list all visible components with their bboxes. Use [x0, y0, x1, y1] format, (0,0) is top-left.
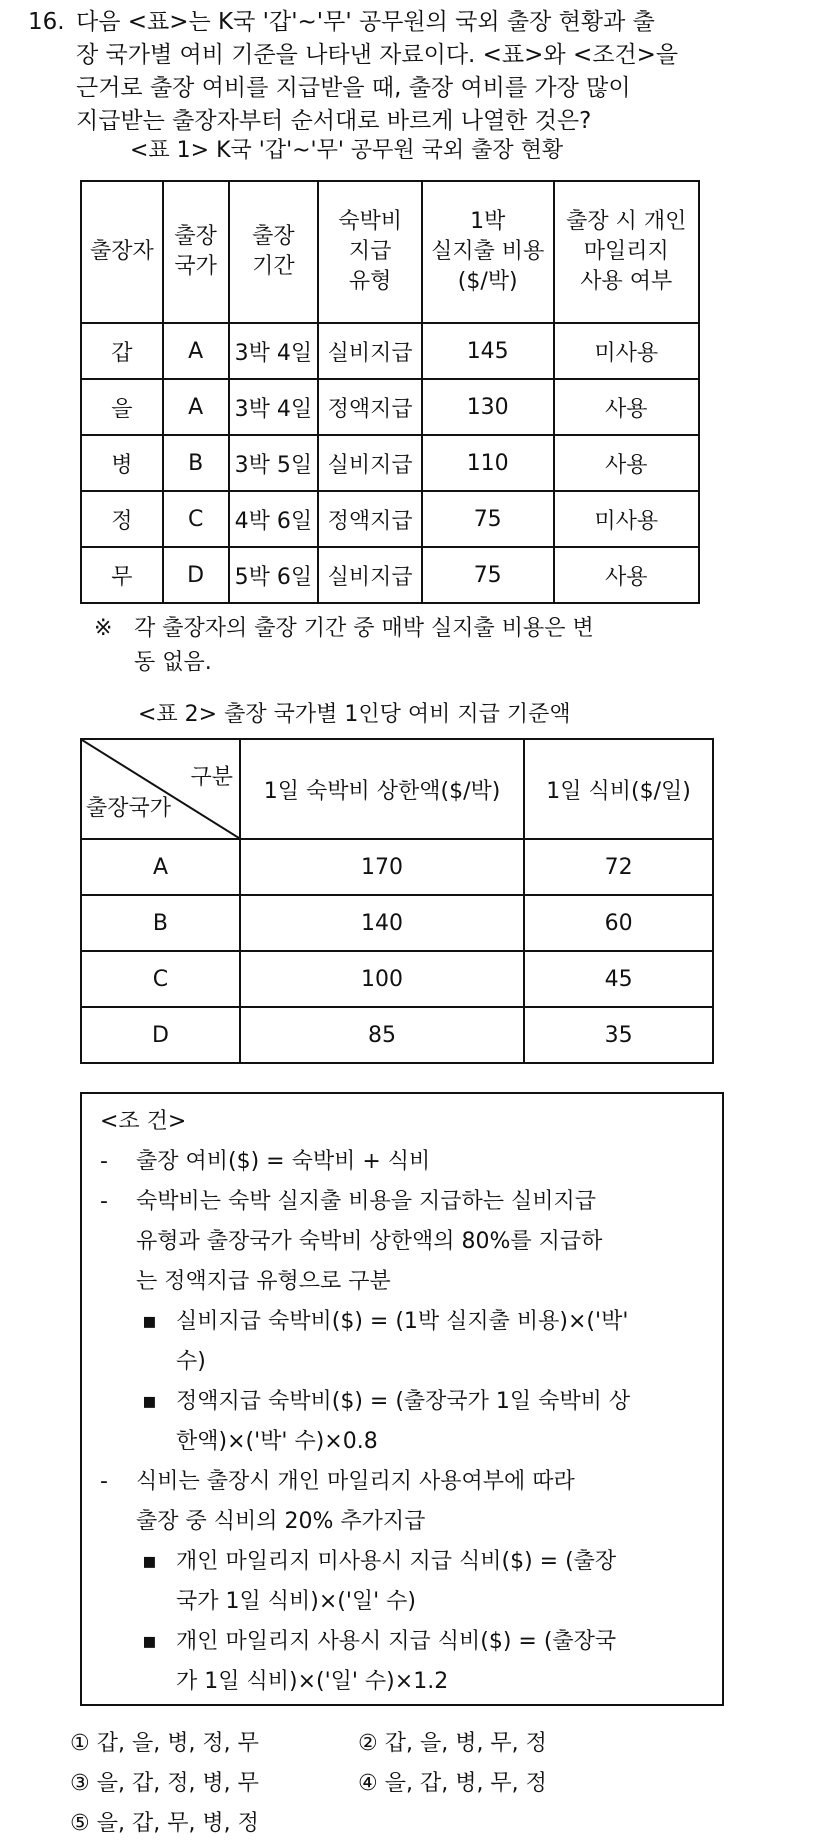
choice-4[interactable]: ④ 을, 갑, 병, 무, 정	[358, 1771, 547, 1796]
table1-header-country: 출장 국가	[163, 181, 229, 323]
table-cell: 5박 6일	[229, 547, 319, 603]
table-cell: 145	[422, 323, 554, 379]
corner-label-category: 구분	[190, 765, 233, 790]
note-line: 각 출장자의 출장 기간 중 매박 실지출 비용은 변	[134, 616, 594, 641]
table-row	[81, 1007, 713, 1063]
table-cell: 85	[240, 1007, 524, 1063]
bullet-mark: ▪	[142, 1629, 157, 1654]
table-cell: A	[163, 379, 229, 435]
table-row	[81, 379, 699, 435]
table-cell: 사용	[554, 547, 700, 603]
bullet-mark: ▪	[142, 1309, 157, 1334]
choice-2[interactable]: ② 갑, 을, 병, 무, 정	[358, 1731, 547, 1756]
table2-header-meal: 1일 식비($/일)	[524, 739, 713, 839]
reference-mark: ※	[94, 616, 113, 641]
question-text	[76, 6, 796, 138]
condition-line: 국가 1일 식비)×('일' 수)	[176, 1589, 417, 1614]
table-cell: 75	[422, 491, 554, 547]
dash-mark: -	[100, 1189, 108, 1214]
table-cell: A	[81, 839, 240, 895]
table-row	[81, 491, 699, 547]
condition-line: 는 정액지급 유형으로 구분	[136, 1269, 391, 1294]
table-row	[81, 323, 699, 379]
condition-subitem	[100, 1622, 710, 1702]
table-cell: 170	[240, 839, 524, 895]
table-cell: 미사용	[554, 323, 700, 379]
condition-line: 개인 마일리지 미사용시 지급 식비($) = (출장	[176, 1549, 617, 1574]
table-cell: 정	[81, 491, 163, 547]
table-cell: B	[163, 435, 229, 491]
table-cell: 3박 4일	[229, 323, 319, 379]
table-row	[81, 895, 713, 951]
table-row	[81, 547, 699, 603]
table-cell: 3박 4일	[229, 379, 319, 435]
table2-header-lodging-cap: 1일 숙박비 상한액($/박)	[240, 739, 524, 839]
condition-line: 식비는 출장시 개인 마일리지 사용여부에 따라	[136, 1469, 575, 1494]
table-cell: 60	[524, 895, 713, 951]
table1-header-traveler: 출장자	[81, 181, 163, 323]
condition-item	[100, 1462, 710, 1542]
table-cell: 미사용	[554, 491, 700, 547]
table-cell: 130	[422, 379, 554, 435]
condition-line: 수)	[176, 1349, 206, 1374]
table-cell: 72	[524, 839, 713, 895]
condition-line: 유형과 출장국가 숙박비 상한액의 80%를 지급하	[136, 1229, 603, 1254]
table-cell: 3박 5일	[229, 435, 319, 491]
table1-header-mileage: 출장 시 개인 마일리지 사용 여부	[554, 181, 700, 323]
conditions-title: <조 건>	[100, 1109, 187, 1134]
choice-3[interactable]: ③ 을, 갑, 정, 병, 무	[70, 1771, 259, 1796]
bullet-mark: ▪	[142, 1549, 157, 1574]
table-cell: 45	[524, 951, 713, 1007]
conditions-box	[80, 1092, 724, 1706]
dash-mark: -	[100, 1469, 108, 1494]
table-row	[81, 951, 713, 1007]
table-cell: 정액지급	[318, 491, 422, 547]
question-number: 16.	[28, 9, 65, 35]
table2-title: <표 2> 출장 국가별 1인당 여비 지급 기준액	[138, 702, 571, 727]
table-cell: D	[81, 1007, 240, 1063]
note-line: 동 없음.	[134, 650, 212, 675]
table-cell: 75	[422, 547, 554, 603]
table1-header-row	[81, 181, 699, 323]
bullet-mark: ▪	[142, 1389, 157, 1414]
table1-header-lodging-type: 숙박비 지급 유형	[318, 181, 422, 323]
question-line: 다음 <표>는 K국 '갑'~'무' 공무원의 국외 출장 현황과 출	[76, 9, 655, 35]
table-cell: 병	[81, 435, 163, 491]
table-row	[81, 839, 713, 895]
table-cell: B	[81, 895, 240, 951]
table-cell: C	[163, 491, 229, 547]
table2-corner-cell	[81, 739, 240, 839]
table-cell: 4박 6일	[229, 491, 319, 547]
condition-line: 숙박비는 숙박 실지출 비용을 지급하는 실비지급	[136, 1189, 597, 1214]
condition-line: 한액)×('박' 수)×0.8	[176, 1429, 378, 1454]
condition-item	[100, 1182, 710, 1302]
table1-header-actual-cost: 1박 실지출 비용 ($/박)	[422, 181, 554, 323]
question-line: 근거로 출장 여비를 지급받을 때, 출장 여비를 가장 많이	[76, 75, 631, 101]
dash-mark: -	[100, 1149, 108, 1174]
table-cell: 실비지급	[318, 547, 422, 603]
table-cell: 사용	[554, 379, 700, 435]
table-cell: A	[163, 323, 229, 379]
corner-label-country: 출장국가	[86, 796, 172, 821]
table-cell: 실비지급	[318, 323, 422, 379]
table2-header-row	[81, 739, 713, 839]
question-line: 지급받는 출장자부터 순서대로 바르게 나열한 것은?	[76, 108, 592, 134]
table1-title: <표 1> K국 '갑'~'무' 공무원 국외 출장 현황	[130, 138, 564, 163]
condition-line: 정액지급 숙박비($) = (출장국가 1일 숙박비 상	[176, 1389, 631, 1414]
table-cell: 사용	[554, 435, 700, 491]
table1-header-period: 출장 기간	[229, 181, 319, 323]
condition-line: 출장 중 식비의 20% 추가지급	[136, 1509, 426, 1534]
condition-subitem	[100, 1382, 710, 1462]
question-line: 장 국가별 여비 기준을 나타낸 자료이다. <표>와 <조건>을	[76, 42, 679, 68]
table-cell: 정액지급	[318, 379, 422, 435]
condition-subitem	[100, 1542, 710, 1622]
table-cell: 갑	[81, 323, 163, 379]
condition-line: 실비지급 숙박비($) = (1박 실지출 비용)×('박'	[176, 1309, 629, 1334]
table-cell: 35	[524, 1007, 713, 1063]
condition-line: 가 1일 식비)×('일' 수)×1.2	[176, 1669, 449, 1694]
table-row	[81, 435, 699, 491]
condition-line: 개인 마일리지 사용시 지급 식비($) = (출장국	[176, 1629, 617, 1654]
table-cell: D	[163, 547, 229, 603]
table-cell: 을	[81, 379, 163, 435]
table-cell: C	[81, 951, 240, 1007]
table1	[80, 180, 700, 604]
condition-subitem	[100, 1302, 710, 1382]
condition-item	[100, 1142, 710, 1182]
table-cell: 100	[240, 951, 524, 1007]
choice-1[interactable]: ① 갑, 을, 병, 정, 무	[70, 1731, 259, 1756]
table-cell: 110	[422, 435, 554, 491]
choice-5[interactable]: ⑤ 을, 갑, 무, 병, 정	[70, 1811, 259, 1836]
condition-line: 출장 여비($) = 숙박비 + 식비	[136, 1149, 431, 1174]
table-cell: 무	[81, 547, 163, 603]
table2	[80, 738, 714, 1064]
table-cell: 140	[240, 895, 524, 951]
table-cell: 실비지급	[318, 435, 422, 491]
